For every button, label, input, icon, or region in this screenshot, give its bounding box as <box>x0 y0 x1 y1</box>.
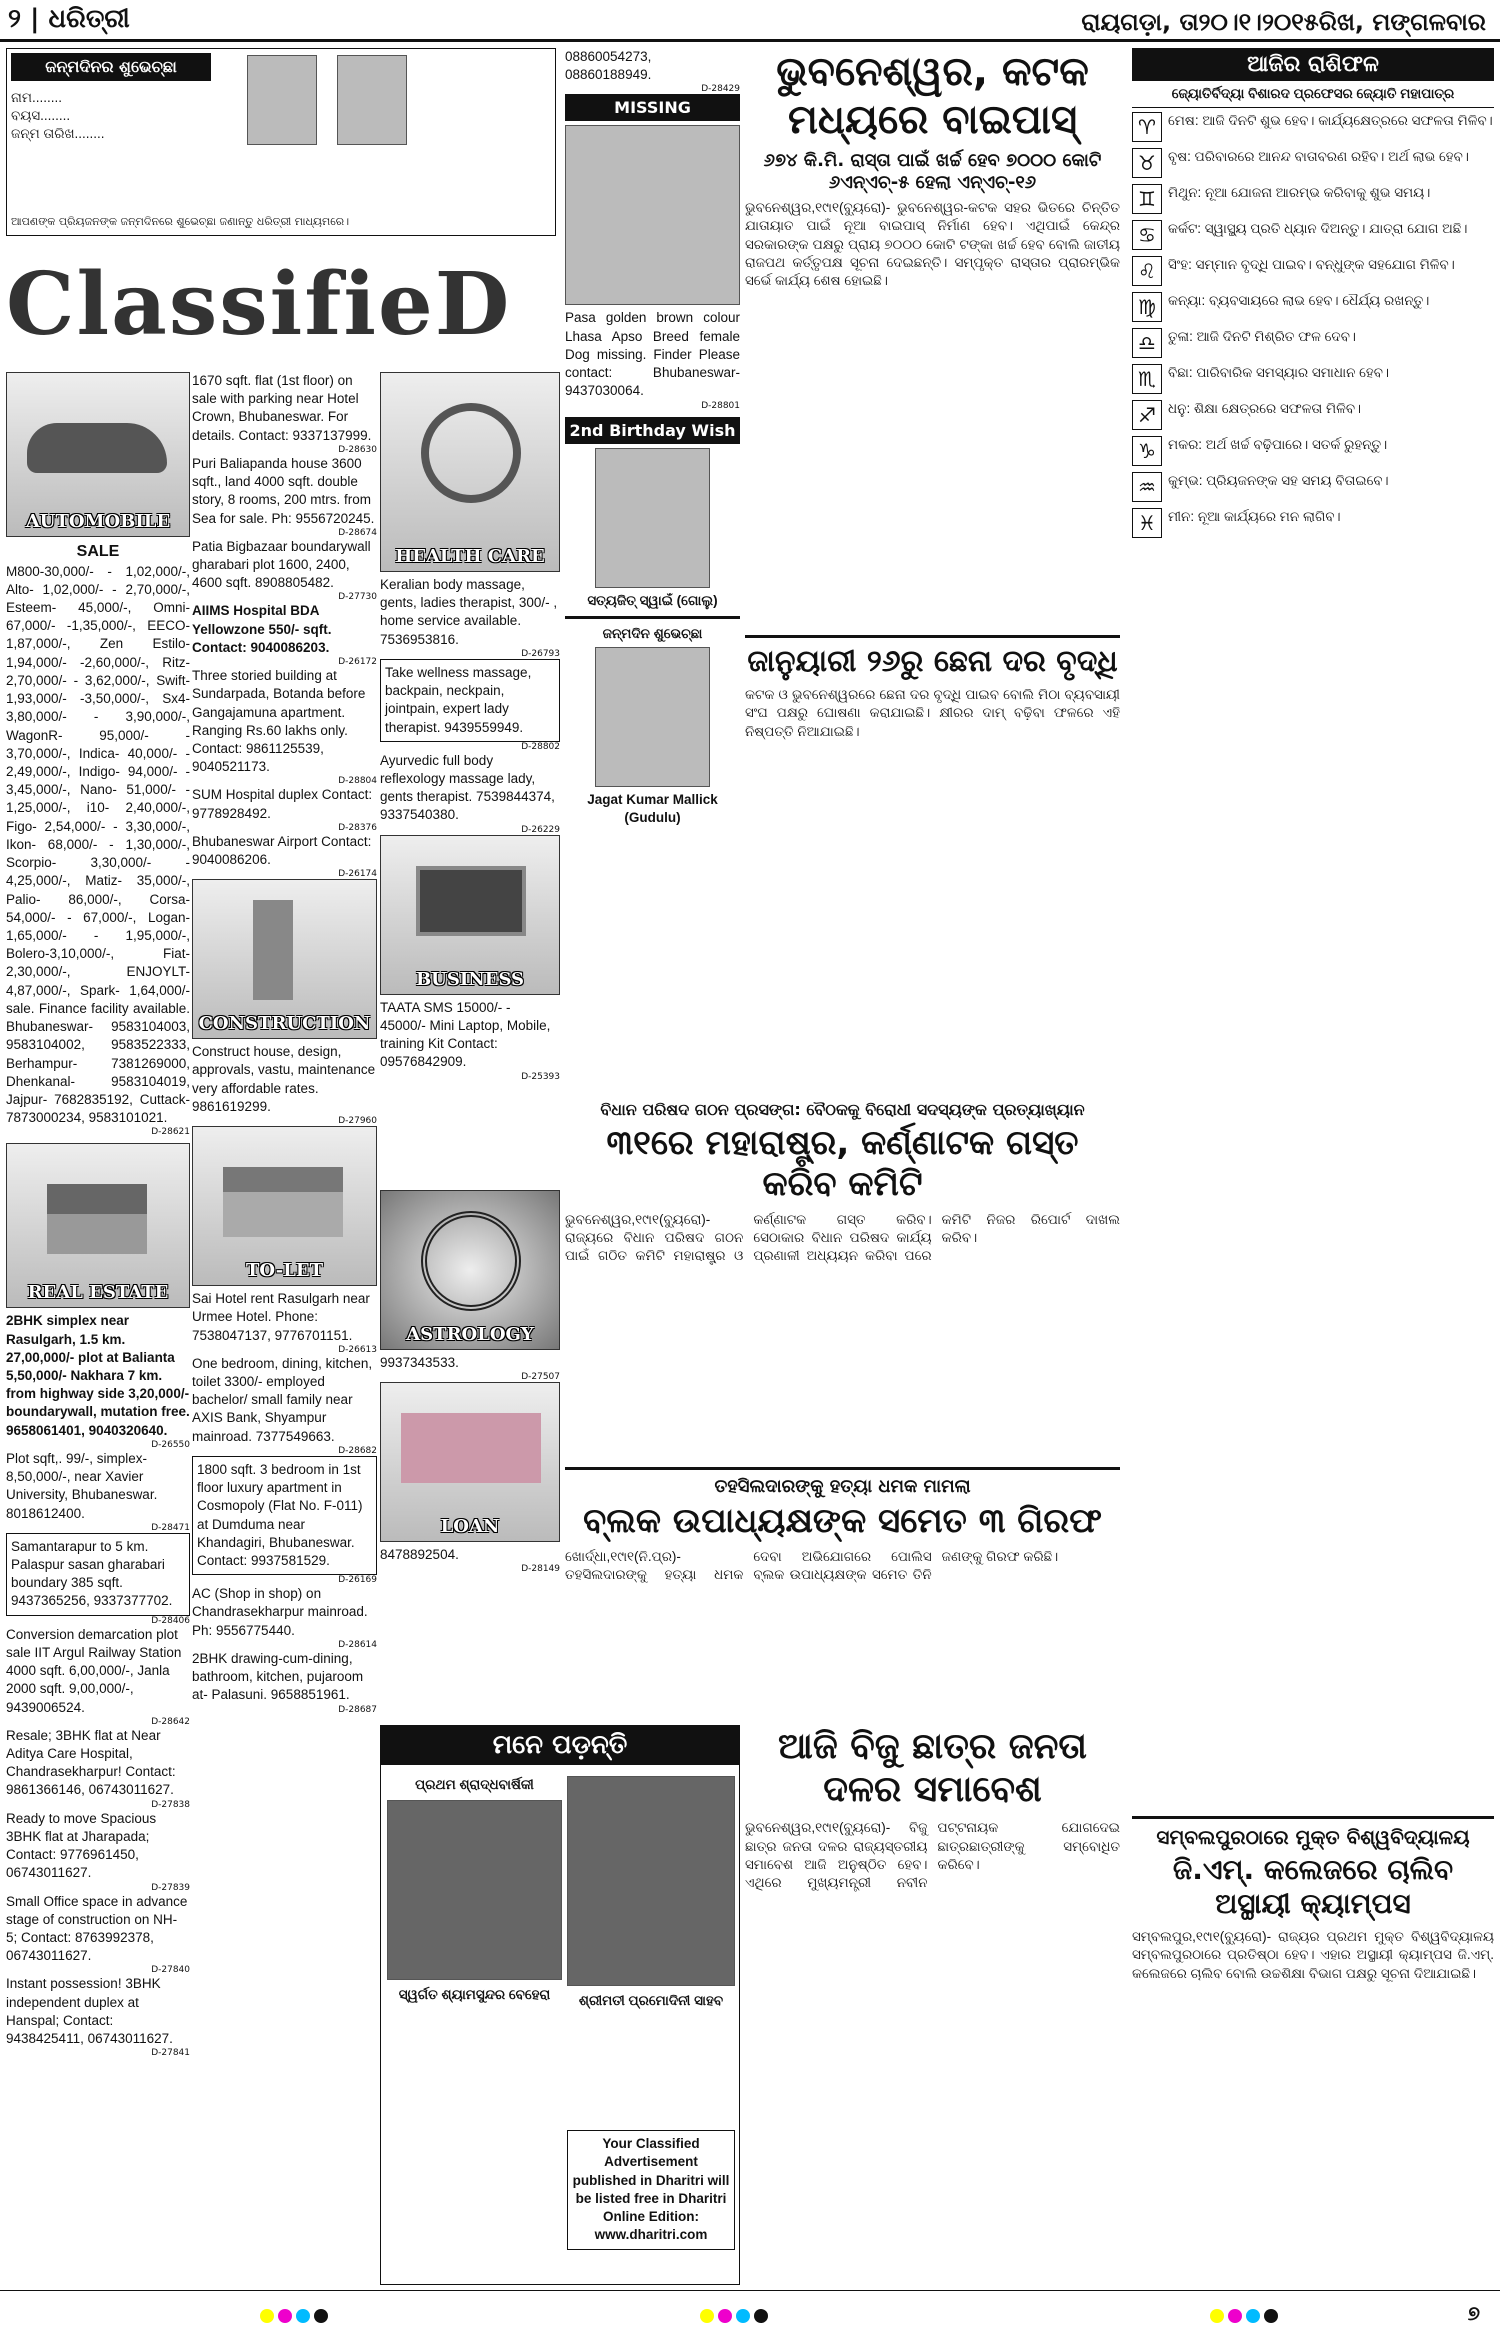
construction-ad: Construct house, design, approvals, vastu, maintenance very affordable rates. 9861619299. <box>192 1044 376 1114</box>
small-headline: ସମ୍ବଲପୁରଠାରେ ମୁକ୍ତ ବିଶ୍ୱବିଦ୍ୟାଳୟ <box>1156 1825 1470 1849</box>
remembrance-heading: ପ୍ରଥମ ଶ୍ରାଦ୍ଧବାର୍ଷିକୀ <box>415 1777 534 1792</box>
article-body: ଭୁବନେଶ୍ୱର,୧୯ା୧(ବ୍ୟୁରୋ)- ଭୁବନେଶ୍ୱର-କଟକ ସହର ଭିତରେ ଚିନ୍ତିତ ଯାତାୟାତ ପାଇଁ ନୂଆ ବାଇପାସ୍ ନିର୍ମାଣ ହେବ। ଏଥିପାଇଁ କେନ୍ଦ୍ର ସରକାରଙ୍କ ପକ୍ଷରୁ ପ୍ରାୟ ୭୦୦୦ କୋଟି ଟଙ୍କା ଖର୍ଚ୍ଚ ହେବ ବୋଲି ଜାତୀୟ ରାଜପଥ କର୍ତ୍ତୃପକ୍ଷ ସୂଚନା ଦେଇଛନ୍ତି। ସମ୍ପୃକ୍ତ ରାସ୍ତାର ପ୍ରାରମ୍ଭିକ ସର୍ଭେ କାର୍ଯ୍ୟ ଶେଷ ହୋଇଛି। <box>745 200 1120 289</box>
health-care-category <box>380 372 560 572</box>
classified-ad: AIIMS Hospital BDA Yellowzone 550/- sqft. Contact: 9040086203. <box>192 603 332 655</box>
ad-code: D-28376 <box>338 822 377 833</box>
rashi-text: କୁମ୍ଭ: ପ୍ରିୟଜନଙ୍କ ସହ ସମୟ ବିତାଇବେ। <box>1168 473 1389 489</box>
article-body: ସମ୍ବଲପୁର,୧୯ା୧(ବ୍ୟୁରୋ)- ରାଜ୍ୟର ପ୍ରଥମ ମୁକ୍ତ ବିଶ୍ୱବିଦ୍ୟାଳୟ ସମ୍ବଲପୁରଠାରେ ପ୍ରତିଷ୍ଠା ହେବ। ଏହାର ଅସ୍ଥାୟୀ କ୍ୟାମ୍ପସ ଜି.ଏମ୍. କଲେଜରେ ଚାଲିବ ବୋଲି ଉଚ୍ଚଶିକ୍ଷା ବିଭାଗ ପକ୍ଷରୁ ସୂଚନା ଦିଆଯାଇଛି। <box>1132 1929 1494 1981</box>
automobile-ad: M800-30,000/- - 1,02,000/-, Alto- 1,02,000/- - 2,70,000/-, Esteem- 45,000/-, Omni- 67,000/- -1,35,000/-, EECO- 1,87,000/-, Zen Estilo- 1,94,000/- -2,60,000/-, Ritz- 2,70,000/- - 3,62,000/-, Swift- 1,93,000/- -3,50,000/-, Sx4- 3,80,000/- - 3,90,000/-, WagonR- 95,000/- - 3,70,000/-, Indica- 40,000/- - 2,49,000/-, Indigo- 94,000/- - 3,45,000/-, Nano- 51,000/- - 1,25,000/-, i10- 2,40,000/-, Figo- 2,54,000/- - 3,30,000/-, Ikon- 68,000/- - 1,30,000/-, Scorpio- 3,30,000/- - 4,25,000/-, Matiz- 35,000/-, Palio- 86,000/-, Corsa- 54,000/- - 67,000/-, Logan- 1,65,000/- - 1,95,000/-, Bolero-3,10,000/-, Fiat- 2,30,000/-, ENJOYLT- 4,87,000/-, Spark- 1,64,000/- sale. Finance facility available. Bhubaneswar- 9583104003, 9583104002, 9583522333, Berhampur- 7381269000, Dhenkanal- 9583104019, Jajpur- 7682835192, Cuttack- 7873000234, 9583101021. <box>6 563 190 1126</box>
ad-code: D-26174 <box>338 869 377 880</box>
rashi-text: ମିଥୁନ: ନୂଆ ଯୋଜନା ଆରମ୍ଭ କରିବାକୁ ଶୁଭ ସମୟ। <box>1168 185 1431 201</box>
online-edition-note: Your Classified Advertisement published in Dharitri will be listed free in Dharitri Online Edition: www.dharitri.com <box>567 2130 735 2249</box>
rashi-item <box>1132 112 1494 142</box>
ad-code: D-28687 <box>338 1704 377 1715</box>
scorpio-icon: ♏ <box>1132 364 1162 394</box>
ad-code: D-26550 <box>151 1439 190 1450</box>
remembrance-box <box>380 1725 740 2285</box>
automobile-heading: SALE <box>76 543 120 560</box>
ad-code: D-28682 <box>338 1445 377 1456</box>
rashi-item <box>1132 220 1494 250</box>
birthday-note: ଆପଣଙ୍କ ପ୍ରିୟଜନଙ୍କ ଜନ୍ମଦିନରେ ଶୁଭେଚ୍ଛା ଜଣାନ୍ତୁ ଧରିତ୍ରୀ ମାଧ୍ୟମରେ। <box>11 214 350 228</box>
health-care-label: HEALTH CARE <box>395 546 545 567</box>
rashi-text: ବିଛା: ପାରିବାରିକ ସମସ୍ୟାର ସମାଧାନ ହେବ। <box>1168 365 1390 381</box>
aquarius-icon: ♒ <box>1132 472 1162 502</box>
birthday-field-name: ନାମ........ <box>11 90 62 105</box>
birthday-wish-name: Jagat Kumar Mallick (Gudulu) <box>587 791 718 826</box>
ad-code: D-28642 <box>151 1716 190 1727</box>
color-dot <box>260 2309 274 2323</box>
libra-icon: ♎ <box>1132 328 1162 358</box>
real-estate-ad: Plot sqft,. 99/-, simplex- 8,50,000/-, near Xavier University, Bhubaneswar. 8018612400. <box>6 1450 158 1521</box>
to-let-ad: One bedroom, dining, kitchen, toilet 3300/- employed bachelor/ small family near AXIS Bank, Shyampur mainroad. 7377549663. <box>192 1355 373 1444</box>
color-dot <box>1264 2309 1278 2323</box>
page-number: ୭ <box>1467 2301 1480 2325</box>
rashi-text: ମକର: ଅର୍ଥ ଖର୍ଚ୍ଚ ବଢ଼ିପାରେ। ସତର୍କ ରୁହନ୍ତୁ। <box>1168 437 1388 453</box>
child-photo-1 <box>247 55 317 145</box>
article-body: ଭୁବନେଶ୍ୱର,୧୯ା୧(ବ୍ୟୁରୋ)- ବିଜୁ ଛାତ୍ର ଜନତା ଦଳର ରାଜ୍ୟସ୍ତରୀୟ ସମାବେଶ ଆଜି ଅନୁଷ୍ଠିତ ହେବ। ଏଥିରେ ମୁଖ୍ୟମନ୍ତ୍ରୀ ନବୀନ ପଟ୍ଟନାୟକ ଯୋଗଦେଇ ଛାତ୍ରଛାତ୍ରୀଙ୍କୁ ସମ୍ବୋଧିତ କରିବେ। <box>745 1820 1120 1891</box>
astrology-label: ASTROLOGY <box>406 1324 534 1345</box>
missing-title: MISSING <box>565 94 740 121</box>
color-dot <box>296 2309 310 2323</box>
to-let-ad: 2BHK drawing-cum-dining, bathroom, kitchen, pujaroom at- Palasuni. 9658851961. <box>192 1650 364 1703</box>
horoscope-byline: ଜ୍ୟୋତିର୍ବିଦ୍ୟା ବିଶାରଦ ପ୍ରଫେସର ଜ୍ୟୋତି ମହାପାତ୍ର <box>1171 86 1455 101</box>
dog-photo <box>565 125 740 305</box>
rashi-item <box>1132 508 1494 538</box>
ad-code: D-27730 <box>338 592 377 603</box>
ad-code: D-28621 <box>151 1127 190 1138</box>
column-d <box>565 48 740 1088</box>
ad-code: D-28149 <box>521 1564 560 1575</box>
rashi-item <box>1132 184 1494 214</box>
ad-code: D-28614 <box>338 1639 377 1650</box>
building-icon <box>253 900 293 1000</box>
rashi-text: କନ୍ୟା: ବ୍ୟବସାୟରେ ଲାଭ ହେବ। ଧୈର୍ଯ୍ୟ ରଖନ୍ତୁ। <box>1168 293 1430 309</box>
rashi-text: ବୃଷ: ପରିବାରରେ ଆନନ୍ଦ ବାତାବରଣ ରହିବ। ଅର୍ଥ ଲାଭ ହେବ। <box>1168 149 1469 165</box>
remembrance-title: ମନେ ପଡ଼ନ୍ତି <box>381 1726 739 1765</box>
aries-icon: ♈ <box>1132 112 1162 142</box>
ad-code: D-26229 <box>521 824 560 835</box>
automobile-label: AUTOMOBILE <box>25 511 171 532</box>
color-dot <box>736 2309 750 2323</box>
registration-marks <box>700 2309 768 2323</box>
column-a <box>6 372 190 2287</box>
ad-code: D-28674 <box>338 527 377 538</box>
color-dot <box>718 2309 732 2323</box>
classified-ad: 08860054273, 08860188949. <box>565 49 652 83</box>
ad-code: D-27838 <box>151 1799 190 1810</box>
health-ad: Take wellness massage, backpain, neckpain, jointpain, expert lady therapist. 9439559949. <box>380 659 560 742</box>
color-dot <box>1246 2309 1260 2323</box>
subhead: ୬ଏନ୍‌ଏଚ୍‌-୫ ହେଲା ଏନ୍‌ଏଚ୍‌-୧୬ <box>828 171 1037 193</box>
automobile-category <box>6 372 190 537</box>
loan-category <box>380 1382 560 1542</box>
to-let-ad: 1800 sqft. 3 bedroom in 1st floor luxury apartment in Cosmopoly (Flat No. F-011) at Dumduma near Khandagiri, Bhubaneswar. Contact: 9937581529. <box>192 1456 377 1575</box>
classified-ad: 1670 sqft. flat (1st floor) on sale with parking near Hotel Crown, Bhubaneswar. For details. Contact: 9337137999. <box>192 373 372 443</box>
ad-code: D-26613 <box>338 1344 377 1355</box>
real-estate-label: REAL ESTATE <box>27 1282 169 1304</box>
sagittarius-icon: ♐ <box>1132 400 1162 430</box>
construction-category <box>192 879 377 1039</box>
baby-photo <box>595 448 710 588</box>
footer <box>0 2290 1500 2335</box>
date-line: ରାୟଗଡ଼ା, ତା୨୦।୧।୨୦୧୫ରିଖ, ମଙ୍ଗଳବାର <box>1081 8 1486 36</box>
rashi-item <box>1132 256 1494 286</box>
ad-code: D-26172 <box>338 657 377 668</box>
ad-code: D-28471 <box>151 1522 190 1533</box>
laptop-icon <box>416 866 526 936</box>
business-ad: TAATA SMS 15000/- - 45000/- Mini Laptop, Mobile, training Kit Contact: 09576842909. <box>380 999 551 1070</box>
rashi-text: ସିଂହ: ସମ୍ମାନ ବୃଦ୍ଧି ପାଇବ। ବନ୍ଧୁଙ୍କ ସହଯୋଗ ମିଳିବ। <box>1168 257 1455 273</box>
ad-code: D-28630 <box>338 444 377 455</box>
birthday-wish-title: ଜନ୍ମଦିନ ଶୁଭେଚ୍ଛା <box>602 625 703 641</box>
real-estate-ad: Conversion demarcation plot sale IIT Argul Railway Station 4000 sqft. 6,00,000/-, Janla 2000 sqft. 9,00,000/-, 9439006524. <box>6 1626 182 1715</box>
rashi-item <box>1132 292 1494 322</box>
registration-marks <box>1210 2309 1278 2323</box>
gemini-icon: ♊ <box>1132 184 1162 214</box>
real-estate-ad: Resale; 3BHK flat at Near Aditya Care Hospital, Chandrasekharpur! Contact: 9861366146, 06743011627. <box>6 1727 176 1798</box>
astrology-ad: 9937343533. <box>380 1355 459 1370</box>
birthday-title: ଜନ୍ମଦିନର ଶୁଭେଚ୍ଛା <box>11 53 211 81</box>
ad-code: D-27507 <box>521 1372 560 1383</box>
zodiac-wheel-icon <box>421 1211 521 1311</box>
column-c <box>380 372 560 1272</box>
horoscope-title: ଆଜିର ରାଶିଫଳ <box>1132 48 1494 81</box>
portrait-photo <box>567 1776 735 1986</box>
headline-bypass: ଭୁବନେଶ୍ୱର, କଟକ ମଧ୍ୟରେ ବାଇପାସ୍‌ <box>776 49 1089 143</box>
bjd-article <box>745 1725 1120 2285</box>
ad-code: D-26169 <box>338 1575 377 1586</box>
taurus-icon: ♉ <box>1132 148 1162 178</box>
real-estate-ad: Samantarapur to 5 km. Palaspur sasan gharabari boundary 385 sqft. 9437365256, 9337377702. <box>6 1533 190 1616</box>
color-dot <box>1228 2309 1242 2323</box>
child-photo <box>595 647 710 787</box>
ad-code: D-28802 <box>521 741 560 752</box>
color-dot <box>278 2309 292 2323</box>
rashi-item <box>1132 472 1494 502</box>
child-photo-2 <box>337 55 407 145</box>
stethoscope-icon <box>421 403 521 503</box>
color-dot <box>314 2309 328 2323</box>
real-estate-category <box>6 1143 190 1308</box>
ad-code: D-27841 <box>151 2048 190 2059</box>
house-icon <box>223 1167 343 1237</box>
ad-code: D-27839 <box>151 1882 190 1893</box>
real-estate-ad: Ready to move Spacious 3BHK flat at Jharapada; Contact: 9776961450, 06743011627. <box>6 1810 157 1881</box>
loan-ad: 8478892504. <box>380 1547 459 1563</box>
color-dot <box>700 2309 714 2323</box>
remembrance-name: ସ୍ୱର୍ଗତ ଶ୍ୟାମସୁନ୍ଦର ବେହେରା <box>398 1987 551 2003</box>
to-let-ad: Sai Hotel rent Rasulgarh near Urmee Hotel. Phone: 7538047137, 9776701151. <box>192 1291 370 1343</box>
rashi-item <box>1132 436 1494 466</box>
remembrance-name: ଶ୍ରୀମତୀ ପ୍ରମୋଦିନୀ ସାହବ <box>578 1993 724 2008</box>
to-let-label: TO-LET <box>246 1260 323 1282</box>
portrait-photo <box>387 1800 562 1980</box>
real-estate-ad: 2BHK simplex near Rasulgarh, 1.5 km. 27,00,000/- plot at Balianta 5,50,000/- Nakhara 7 km. from highway side 3,20,000/- boundarywall, mutation free. 9658061401, 9040320640. <box>6 1313 190 1438</box>
birthday-field-age: ବୟସ........ <box>11 108 71 124</box>
construction-label: CONSTRUCTION <box>198 1013 371 1035</box>
house-icon <box>47 1184 147 1254</box>
to-let-category <box>192 1126 377 1286</box>
rashi-item <box>1132 364 1494 394</box>
ad-code: D-28804 <box>338 776 377 787</box>
small-headline: ତହସିଲଦାରଙ୍କୁ ହତ୍ୟା ଧମକ ମାମଲା <box>714 1475 971 1497</box>
registration-marks <box>260 2309 328 2323</box>
health-ad: Keralian body massage, gents, ladies therapist, 300/- , home service available. 7536953816. <box>380 577 558 647</box>
business-category <box>380 835 560 995</box>
color-dot <box>754 2309 768 2323</box>
ad-code: D-28429 <box>701 84 740 95</box>
color-dot <box>1210 2309 1224 2323</box>
headline-bijd: ଆଜି ବିଜୁ ଛାତ୍ର ଜନତା ଦଳର ସମାବେଶ <box>777 1726 1088 1811</box>
classified-ad: Patia Bigbazaar boundarywall gharabari plot 1600, 2400, 4600 sqft. 8908805482. <box>192 538 371 591</box>
pisces-icon: ♓ <box>1132 508 1162 538</box>
ad-code: D-28406 <box>151 1615 190 1626</box>
leo-icon: ♌ <box>1132 256 1162 286</box>
rashi-text: ମୀନ: ନୂଆ କାର୍ଯ୍ୟରେ ମନ ଲାଗିବ। <box>1168 509 1341 525</box>
headline-chhena: ଜାନୁୟାରୀ ୨୬ରୁ ଛେନା ଦର ବୃଦ୍ଧି <box>747 644 1118 680</box>
column-b <box>192 372 377 2287</box>
real-estate-ad: Instant possession! 3BHK independent duplex at Hanspal; Contact: 9438425411, 06743011627. <box>6 1976 173 2047</box>
capricorn-icon: ♑ <box>1132 436 1162 466</box>
wish-name: ସତ୍ୟଜିତ୍ ସ୍ୱାଇଁ (ଗୋଲୁ) <box>587 592 718 608</box>
article-body: ଖୋର୍ଦ୍ଧା,୧୯ା୧(ନି.ପ୍ର)- ତହସିଲଦାରଙ୍କୁ ହତ୍ୟା ଧମକ ଦେବା ଅଭିଯୋଗରେ ପୋଲିସ ବ୍ଲକ ଉପାଧ୍ୟକ୍ଷଙ୍କ ସମେତ ତିନି ଜଣଙ୍କୁ ଗିରଫ କରିଛି। <box>565 1549 1059 1583</box>
classified-ad: Bhubaneswar Airport Contact: 9040086206. <box>192 833 372 868</box>
wide-articles <box>565 1100 1120 1720</box>
ad-code: D-27840 <box>151 1965 190 1976</box>
classified-ad: Puri Baliapanda house 3600 sqft., land 4000 sqft. double story, 8 rooms, 200 mtrs. from Sea for sale. Ph: 9556720245. <box>192 455 375 526</box>
page-title: ୨ | ଧରିତ୍ରୀ <box>8 4 130 34</box>
business-label: BUSINESS <box>415 968 525 990</box>
rashi-text: ତୁଳା: ଆଜି ଦିନଟି ମିଶ୍ରିତ ଫଳ ଦେବ। <box>1168 329 1356 345</box>
ad-code: D-28801 <box>701 400 740 411</box>
article-body: ଭୁବନେଶ୍ୱର,୧୯ା୧(ବ୍ୟୁରୋ)- ରାଜ୍ୟରେ ବିଧାନ ପରିଷଦ ଗଠନ ପାଇଁ ଗଠିତ କମିଟି ମହାରାଷ୍ଟ୍ର ଓ କର୍ଣ୍ଣାଟକ ଗସ୍ତ କରିବ। ସେଠାକାର ବିଧାନ ପରିଷଦ କାର୍ଯ୍ୟ ପ୍ରଣାଳୀ ଅଧ୍ୟୟନ କରିବା ପରେ କମିଟି ନିଜର ରିପୋର୍ଟ ଦାଖଲ କରିବ। <box>565 1211 1120 1264</box>
health-ad: Ayurvedic full body reflexology massage lady, gents therapist. 7539844374, 9337540380. <box>380 752 555 823</box>
rashi-text: ମେଷ: ଆଜି ଦିନଟି ଶୁଭ ହେବ। କାର୍ଯ୍ୟକ୍ଷେତ୍ରରେ ସଫଳତା ମିଳିବ। <box>1168 113 1493 129</box>
loan-label: LOAN <box>440 1516 500 1538</box>
ad-code: D-25393 <box>521 1071 560 1082</box>
ad-code: D-27960 <box>338 1116 377 1127</box>
rashi-item <box>1132 400 1494 430</box>
university-article <box>1132 1810 1494 2285</box>
real-estate-ad: Small Office space in advance stage of construction on NH- 5; Contact: 8763992378, 06743011627. <box>6 1893 188 1964</box>
classified-ad: SUM Hospital duplex Contact: 9778928492. <box>192 787 373 821</box>
missing-ad: Pasa golden brown colour Lhasa Apso Breed female Dog missing. Finder Please contact: Bhubaneswar- 9437030064. <box>565 310 740 399</box>
to-let-ad: AC (Shop in shop) on Chandrasekharpur mainroad. Ph: 9556775440. <box>192 1586 368 1638</box>
rashi-text: ଧନୁ: ଶିକ୍ଷା କ୍ଷେତ୍ରରେ ସଫଳତା ମିଳିବ। <box>1168 401 1362 417</box>
column-c-lower <box>380 1190 560 1610</box>
astrology-category <box>380 1190 560 1350</box>
headline-university: ଜି.ଏମ୍. କଲେଜରେ ଚାଲିବ ଅସ୍ଥାୟୀ କ୍ୟାମ୍ପସ <box>1172 1853 1454 1920</box>
headline-arrest: ବ୍ଲକ ଉପାଧ୍ୟକ୍ଷଙ୍କ ସମେତ ୩ ଗିରଫ <box>583 1501 1102 1542</box>
wish-title: 2nd Birthday Wish <box>565 417 740 444</box>
rashi-text: କର୍କଟ: ସ୍ୱାସ୍ଥ୍ୟ ପ୍ରତି ଧ୍ୟାନ ଦିଅନ୍ତୁ। ଯାତ୍ରା ଯୋଗ ଅଛି। <box>1168 221 1468 237</box>
classified-title: ClassifieD <box>6 254 512 355</box>
ad-code: D-26793 <box>521 648 560 659</box>
birthday-box <box>6 48 556 238</box>
virgo-icon: ♍ <box>1132 292 1162 322</box>
small-headline: ବିଧାନ ପରିଷଦ ଗଠନ ପ୍ରସଙ୍ଗ: ବୈଠକକୁ ବିରୋଧୀ ସଦସ୍ୟଙ୍କ ପ୍ରତ୍ୟାଖ୍ୟାନ <box>600 1100 1085 1119</box>
masthead <box>0 0 1500 42</box>
birthday-field-date: ଜନ୍ମ ତାରିଖ........ <box>11 126 105 142</box>
rashi-item <box>1132 328 1494 358</box>
headline-committee: ୩୧ରେ ମହାରାଷ୍ଟ୍ର, କର୍ଣ୍ଣାଟକ ଗସ୍ତ କରିବ କମିଟି <box>606 1123 1079 1204</box>
money-icon <box>401 1413 541 1483</box>
cancer-icon: ♋ <box>1132 220 1162 250</box>
subhead: ୬୭୪ କି.ମି. ରାସ୍ତା ପାଇଁ ଖର୍ଚ୍ଚ ହେବ ୭୦୦୦ କୋଟି <box>763 150 1102 171</box>
car-icon <box>27 423 167 473</box>
classified-ad: Three storied building at Sundarpada, Botanda before Gangajamuna apartment. Ranging Rs.60 lakhs only. Contact: 9861125539, 9040521173. <box>192 668 366 775</box>
rashi-item <box>1132 148 1494 178</box>
article-body: କଟକ ଓ ଭୁବନେଶ୍ୱରରେ ଛେନା ଦର ବୃଦ୍ଧି ପାଇବ ବୋଲି ମିଠା ବ୍ୟବସାୟୀ ସଂଘ ପକ୍ଷରୁ ଘୋଷଣା କରାଯାଇଛି। କ୍ଷୀରର ଦାମ୍ ବଢ଼ିବା ଫଳରେ ଏହି ନିଷ୍ପତ୍ତି ନିଆଯାଇଛି। <box>745 687 1120 739</box>
